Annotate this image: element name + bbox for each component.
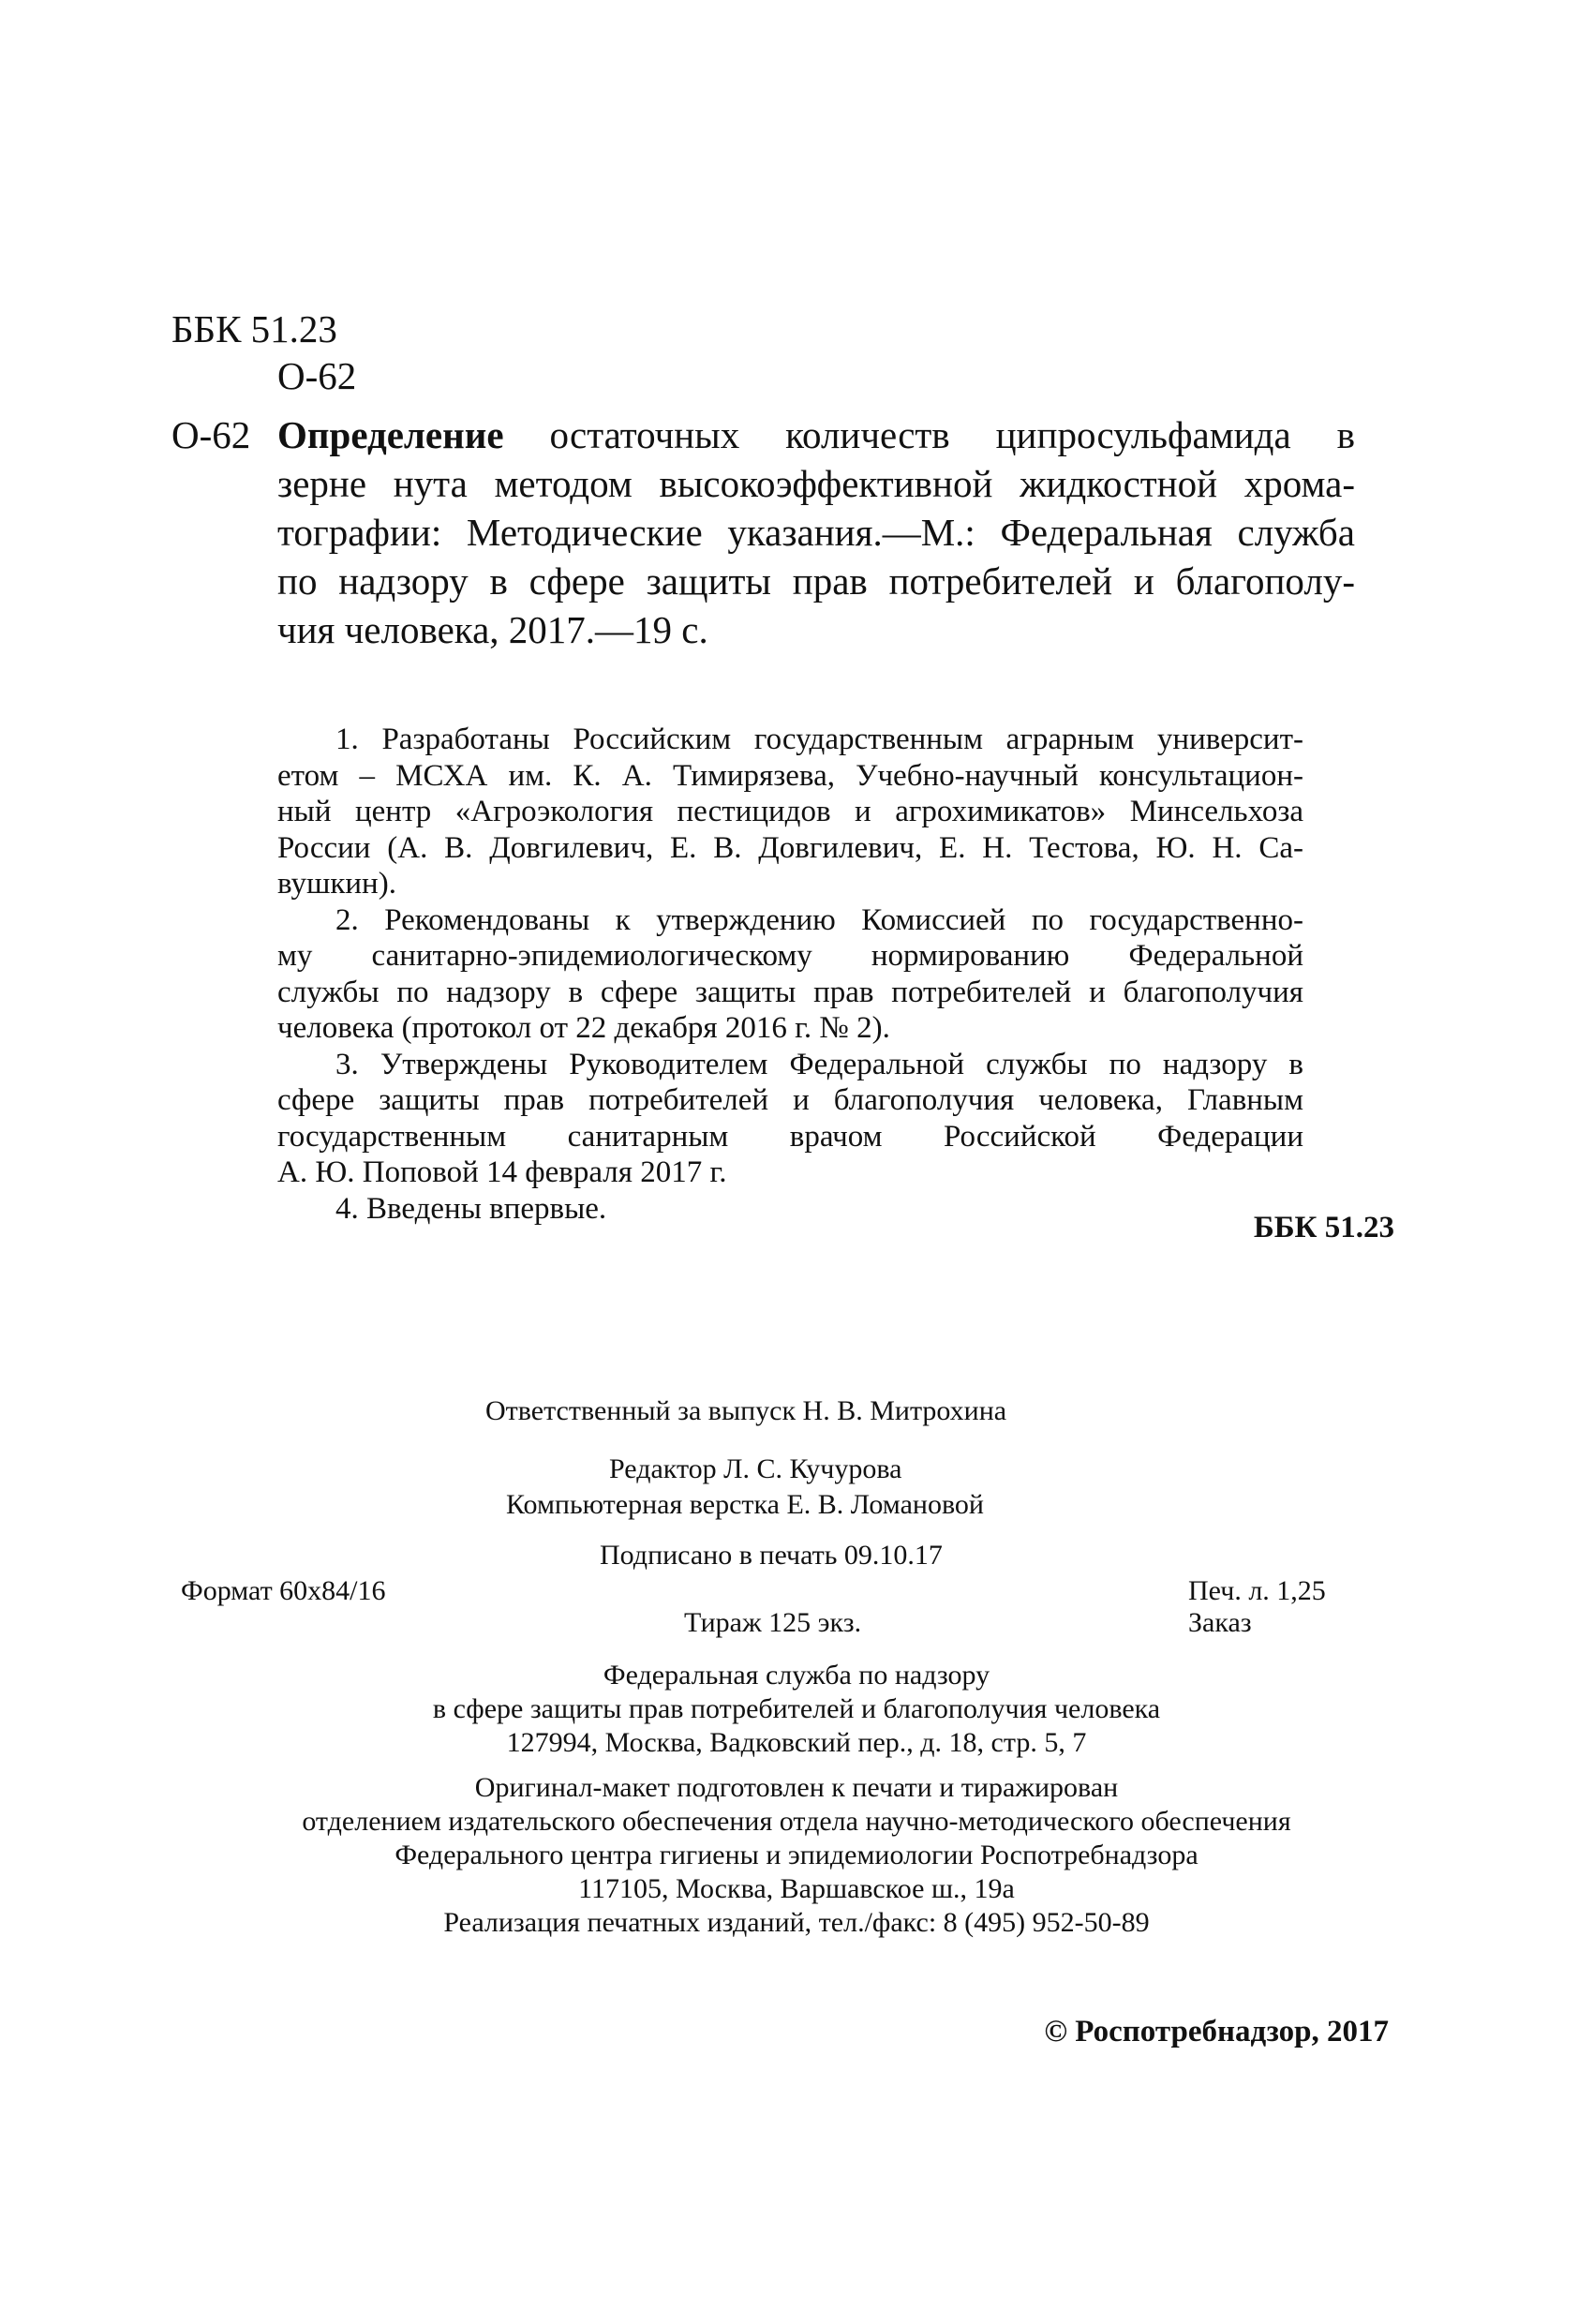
print-run: Тираж 125 экз. — [684, 1607, 862, 1638]
record-line — [277, 410, 1355, 459]
note-line: 3. Утверждены Руководителем Федеральной службы по надзору в — [335, 1047, 1303, 1081]
record-line: зерне нута методом высокоэффективной жидкостной хрома- — [277, 462, 1355, 505]
signed-to-print: Подписано в печать 09.10.17 — [600, 1540, 943, 1571]
bbk-index-top: ББК 51.23 — [171, 307, 337, 350]
note-line: службы по надзору в сфере защиты прав потребителей и благополучия — [277, 975, 1303, 1009]
note-line: 1. Разработаны Российским государственным аграрным университ- — [335, 723, 1303, 756]
note-line: государственным санитарным врачом Российской Федерации — [277, 1119, 1303, 1154]
printer-line: 117105, Москва, Варшавское ш., 19а — [578, 1873, 1015, 1904]
record-lead-word: Определение — [277, 413, 504, 456]
copyright-notice: © Роспотребнадзор, 2017 — [1044, 2015, 1389, 2048]
publication-notes — [277, 722, 1303, 1227]
printer-block — [187, 1771, 1406, 1940]
note-line: России (А. В. Довгилевич, Е. В. Довгилевич, Е. Н. Тестова, Ю. Н. Са- — [277, 830, 1303, 865]
publisher-line: Федеральная служба по надзору — [603, 1660, 990, 1691]
publisher-block — [187, 1659, 1406, 1760]
layout-designer: Компьютерная верстка Е. В. Ломановой — [506, 1489, 984, 1520]
responsible-person: Ответственный за выпуск Н. В. Митрохина — [485, 1395, 1007, 1426]
bibliographic-record — [277, 410, 1355, 654]
record-line: по надзору в сфере защиты прав потребителей и благополу- — [277, 559, 1355, 603]
editor: Редактор Л. С. Кучурова — [609, 1453, 902, 1484]
publisher-line: 127994, Москва, Вадковский пер., д. 18, стр. 5, 7 — [506, 1727, 1087, 1758]
paper-format: Формат 60х84/16 — [181, 1575, 386, 1606]
record-line: тографии: Методические указания.—М.: Федеральная служба — [277, 511, 1355, 554]
record-line-text: остаточных количеств ципросульфамида в — [503, 413, 1355, 456]
note-line: ный центр «Агроэкология пестицидов и агрохимикатов» Минсельхоза — [277, 795, 1303, 828]
note-line: человека (протокол от 22 декабря 2016 г. № 2). — [277, 1011, 890, 1045]
note-line: 4. Введены впервые. — [335, 1191, 607, 1226]
note-line: сфере защиты прав потребителей и благополучия человека, Главным — [277, 1083, 1303, 1117]
record-author-code: О-62 — [171, 413, 251, 456]
note-line: 2. Рекомендованы к утверждению Комиссией по государственно- — [335, 902, 1303, 937]
printer-line: Реализация печатных изданий, тел./факс: 8 (495) 952-50-89 — [443, 1907, 1150, 1938]
order-number: Заказ — [1188, 1607, 1252, 1638]
author-code-top: О-62 — [277, 354, 357, 397]
printer-line: Оригинал-макет подготовлен к печати и тиражирован — [474, 1772, 1119, 1803]
bbk-index-bottom: ББК 51.23 — [1253, 1211, 1394, 1244]
printed-sheets: Печ. л. 1,25 — [1188, 1575, 1326, 1606]
record-line: чия человека, 2017.—19 с. — [277, 608, 708, 651]
printer-line: Федерального центра гигиены и эпидемиологии Роспотребнадзора — [395, 1840, 1198, 1870]
publisher-line: в сфере защиты прав потребителей и благополучия человека — [432, 1693, 1161, 1724]
printer-line: отделением издательского обеспечения отдела научно-методического обеспечения — [302, 1806, 1291, 1837]
note-line: вушкин). — [277, 867, 396, 901]
note-line: етом – МСХА им. К. А. Тимирязева, Учебно-научный консультацион- — [277, 758, 1303, 793]
note-line: му санитарно-эпидемиологическому нормированию Федеральной — [277, 939, 1303, 973]
note-line: А. Ю. Поповой 14 февраля 2017 г. — [277, 1155, 727, 1189]
